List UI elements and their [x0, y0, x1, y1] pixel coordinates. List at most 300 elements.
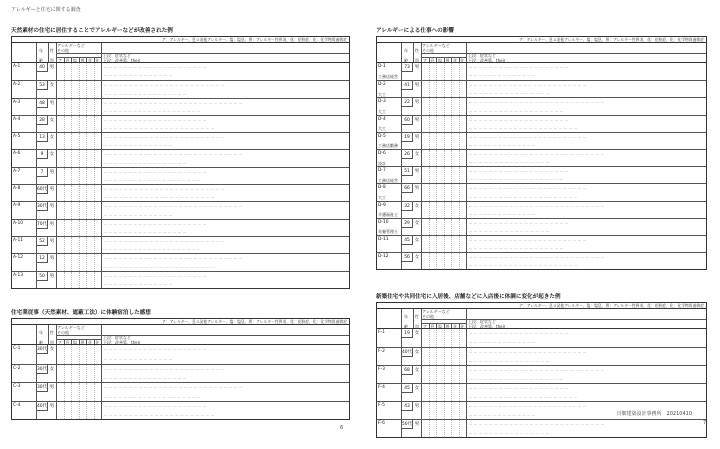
- row-divider: [466, 329, 467, 347]
- row-id: A-2: [13, 82, 21, 88]
- row-check-cell: [459, 63, 460, 80]
- row-check-cell: [444, 384, 445, 401]
- row-divider: [421, 329, 422, 347]
- header-sex-2: 別: [415, 324, 419, 329]
- row-check-cell: [94, 63, 95, 80]
- row-check-cell: [451, 116, 452, 132]
- row-age: 30代: [37, 204, 47, 210]
- row-check-cell: [86, 150, 87, 166]
- row-check-cell: [71, 272, 72, 288]
- header-rule: [421, 57, 466, 58]
- row-check-cell: [64, 383, 65, 401]
- row-check-cell: [451, 98, 452, 114]
- row-check-cell: [429, 63, 430, 80]
- row-check-cell: [86, 116, 87, 132]
- row-check-cell: [436, 150, 437, 166]
- row-divider: [466, 202, 467, 218]
- legend-line: ア：アレルギー、息４発他アレルギー、塩：塩息、鼻：アレルギー性鼻炎、花：花粉症、化：化学物質過敏症: [11, 36, 350, 42]
- row-check-cell: [444, 63, 445, 80]
- section-d-title: アレルギーによる仕事への影響: [376, 28, 454, 34]
- header-rule: [421, 53, 706, 54]
- header-divider: [36, 325, 37, 344]
- header-col-0: ア: [423, 324, 427, 329]
- header-upper: 上段：症状など: [103, 335, 131, 340]
- row-check-cell: [451, 348, 452, 365]
- row-check-cell: [71, 81, 72, 97]
- row-check-cell: [94, 402, 95, 420]
- header-col-1: 息: [65, 58, 70, 63]
- table-row: [377, 329, 706, 347]
- table-row: [377, 115, 706, 132]
- row-age: 43: [401, 402, 413, 411]
- row-sex: 男: [49, 187, 55, 193]
- row-check-cell: [79, 383, 80, 401]
- row-check-cell: [451, 402, 452, 419]
- row-id: D-3: [378, 99, 386, 105]
- table-row: [12, 401, 349, 420]
- table-body: [11, 62, 350, 289]
- row-divider: [466, 98, 467, 114]
- table-row: [12, 80, 349, 97]
- row-check-cell: [86, 237, 87, 253]
- row-upper-text: [469, 85, 586, 86]
- row-upper-text: [104, 241, 224, 242]
- row-divider: [466, 63, 467, 80]
- header-age: 年: [404, 48, 408, 53]
- row-divider: [56, 254, 57, 270]
- header-col-0: ア: [58, 58, 62, 63]
- row-check-cell: [459, 219, 460, 235]
- row-divider: [101, 365, 102, 383]
- row-check-cell: [94, 150, 95, 166]
- row-check-cell: [79, 345, 80, 364]
- row-id: A-5: [13, 134, 21, 140]
- row-divider: [421, 420, 422, 437]
- row-sex: 女: [49, 347, 55, 352]
- row-id: D-2: [378, 82, 386, 88]
- row-lower-text: [104, 197, 214, 198]
- row-upper-text: [104, 103, 242, 104]
- row-divider: [401, 366, 402, 383]
- row-sex: 男: [49, 403, 55, 409]
- header-col-5: 化: [460, 324, 465, 329]
- header-divider: [48, 43, 49, 62]
- row-divider: [401, 329, 402, 347]
- row-sex: 男: [414, 422, 420, 427]
- row-check-cell: [429, 348, 430, 365]
- row-divider: [101, 150, 102, 166]
- row-check-cell: [79, 237, 80, 253]
- row-divider: [56, 63, 57, 80]
- row-check-cell: [86, 220, 87, 236]
- row-check-cell: [94, 81, 95, 97]
- row-divider: [36, 116, 37, 132]
- row-age: 60: [401, 116, 413, 125]
- header-age-2: 齢: [404, 324, 408, 329]
- row-check-cell: [459, 167, 460, 183]
- row-upper-text: [469, 137, 586, 138]
- row-upper-text: [469, 188, 586, 189]
- row-sex: 男: [49, 169, 55, 175]
- row-sex: 男: [49, 100, 55, 106]
- row-lower-text: [104, 75, 172, 76]
- row-id: F-3: [378, 367, 385, 372]
- table-row: [12, 364, 349, 383]
- row-lower-text: [469, 433, 549, 434]
- row-check-cell: [86, 185, 87, 201]
- section-d: [376, 28, 707, 270]
- row-check-cell: [79, 254, 80, 270]
- row-sex: 女: [414, 386, 420, 391]
- row-upper-text: [469, 67, 568, 68]
- table-row: [12, 382, 349, 401]
- row-check-cell: [64, 63, 65, 80]
- row-id: D-7: [378, 168, 386, 174]
- row-divider: [401, 98, 402, 114]
- row-upper-text: [104, 120, 206, 121]
- row-check-cell: [64, 168, 65, 184]
- row-age: 50: [36, 272, 48, 281]
- row-divider: [401, 167, 402, 183]
- row-age: 56: [401, 253, 413, 262]
- row-age: 40代: [402, 350, 412, 355]
- header-rule: [421, 319, 706, 320]
- row-check-cell: [64, 133, 65, 149]
- row-check-cell: [64, 220, 65, 236]
- row-check-cell: [444, 150, 445, 166]
- row-check-cell: [86, 99, 87, 115]
- table-row: [12, 149, 349, 166]
- row-divider: [101, 402, 102, 420]
- row-check-cell: [429, 133, 430, 149]
- row-age: 45: [401, 384, 413, 393]
- row-check-cell: [86, 202, 87, 218]
- row-check-cell: [79, 99, 80, 115]
- header-allergy: アレルギーなど: [57, 43, 85, 48]
- table-row: [377, 132, 706, 149]
- table-row: [12, 201, 349, 218]
- row-occupation: 工務店経営: [378, 73, 398, 79]
- table-body: [11, 344, 350, 420]
- header-col-4: 花: [88, 58, 92, 63]
- row-divider: [56, 168, 57, 184]
- row-check-cell: [79, 63, 80, 80]
- row-check-cell: [79, 365, 80, 383]
- row-check-cell: [436, 116, 437, 132]
- table-row: [377, 347, 706, 365]
- row-check-cell: [71, 383, 72, 401]
- header-sex-2: 別: [50, 340, 54, 345]
- row-check-cell: [451, 150, 452, 166]
- header-col-4: 花: [453, 58, 457, 63]
- header-col-5: 化: [460, 58, 465, 63]
- row-check-cell: [444, 236, 445, 252]
- row-lower-text: [469, 248, 563, 249]
- table-row: [377, 80, 706, 97]
- row-lower-text: [469, 415, 535, 416]
- table-header: [11, 42, 350, 62]
- row-check-cell: [64, 345, 65, 364]
- row-divider: [466, 184, 467, 200]
- row-age: 7: [36, 168, 48, 177]
- row-check-cell: [64, 116, 65, 132]
- header-col-3: 鼻: [445, 324, 450, 329]
- row-check-cell: [64, 365, 65, 383]
- row-sex: 男: [49, 238, 55, 244]
- row-upper-text: [104, 387, 242, 388]
- row-divider: [101, 99, 102, 115]
- row-age: 13: [36, 133, 48, 142]
- row-divider: [401, 150, 402, 166]
- row-lower-text: [104, 378, 186, 379]
- header-sex-2: 別: [415, 58, 419, 63]
- table-row: [377, 149, 706, 166]
- header-allergy: アレルギーなど: [422, 309, 450, 314]
- row-check-cell: [71, 365, 72, 383]
- row-divider: [56, 220, 57, 236]
- row-check-cell: [444, 329, 445, 347]
- row-sex: 女: [49, 117, 55, 123]
- row-divider: [56, 365, 57, 383]
- header-sex-2: 別: [50, 58, 54, 63]
- row-divider: [466, 150, 467, 166]
- row-check-cell: [451, 384, 452, 401]
- row-check-cell: [429, 420, 430, 437]
- row-id: D-10: [378, 219, 389, 225]
- row-id: D-11: [378, 236, 389, 242]
- row-divider: [36, 402, 37, 420]
- row-divider: [466, 236, 467, 252]
- row-upper-text: [104, 85, 224, 86]
- row-divider: [401, 219, 402, 235]
- row-id: D-1: [378, 64, 386, 69]
- table-row: [12, 345, 349, 364]
- row-check-cell: [86, 383, 87, 401]
- header-lower: 下段：改善策、their: [468, 324, 506, 329]
- row-check-cell: [444, 81, 445, 97]
- row-check-cell: [459, 384, 460, 401]
- header-col-3: 鼻: [80, 340, 85, 345]
- header-rule: [421, 323, 466, 324]
- row-check-cell: [459, 329, 460, 347]
- row-check-cell: [451, 366, 452, 383]
- section-f-title: 新築住宅や共同住宅に入居後、店舗などに入店後に体調に変化が起きた例: [376, 294, 561, 300]
- row-check-cell: [429, 402, 430, 419]
- row-check-cell: [459, 81, 460, 97]
- row-lower-text: [469, 231, 549, 232]
- table-row: [377, 166, 706, 183]
- row-sex: 男: [414, 117, 420, 123]
- row-check-cell: [459, 402, 460, 419]
- row-age: 70代: [37, 221, 47, 227]
- row-sex: 女: [49, 152, 55, 158]
- row-divider: [56, 116, 57, 132]
- row-age: 32: [401, 202, 413, 211]
- row-divider: [101, 237, 102, 253]
- row-divider: [36, 150, 37, 166]
- row-occupation: 大工: [378, 126, 386, 132]
- row-age: 68: [401, 366, 413, 375]
- row-occupation: 栄養管理士: [378, 229, 398, 235]
- header-age: 年: [39, 330, 43, 335]
- row-check-cell: [94, 383, 95, 401]
- row-check-cell: [71, 237, 72, 253]
- row-lower-text: [104, 163, 186, 164]
- row-upper-text: [104, 349, 206, 350]
- row-check-cell: [451, 133, 452, 149]
- row-check-cell: [444, 116, 445, 132]
- row-id: A-8: [13, 186, 21, 192]
- row-check-cell: [71, 254, 72, 270]
- row-divider: [401, 420, 402, 437]
- header-col-3: 鼻: [445, 58, 450, 63]
- header-other: その他: [57, 48, 69, 53]
- table-row: [12, 115, 349, 132]
- table-row: [12, 184, 349, 201]
- header-col-2: 塩: [438, 324, 442, 329]
- row-check-cell: [451, 420, 452, 437]
- row-check-cell: [79, 150, 80, 166]
- header-allergy: アレルギーなど: [422, 43, 450, 48]
- row-check-cell: [459, 202, 460, 218]
- header-divider: [48, 325, 49, 344]
- table-row: [12, 271, 349, 288]
- header-rule: [56, 53, 349, 54]
- row-divider: [421, 236, 422, 252]
- row-check-cell: [436, 133, 437, 149]
- row-sex: 男: [49, 65, 55, 70]
- row-check-cell: [71, 402, 72, 420]
- row-id: C-1: [13, 346, 21, 351]
- row-check-cell: [429, 116, 430, 132]
- header-col-5: 化: [95, 340, 100, 345]
- row-divider: [466, 384, 467, 401]
- row-check-cell: [79, 402, 80, 420]
- row-upper-text: [469, 206, 604, 207]
- row-divider: [466, 366, 467, 383]
- row-check-cell: [71, 99, 72, 115]
- row-check-cell: [86, 63, 87, 80]
- row-sex: 男: [414, 100, 420, 106]
- row-age: 45: [401, 236, 413, 245]
- row-check-cell: [451, 63, 452, 80]
- header-age: 年: [39, 48, 43, 53]
- row-upper-text: [469, 240, 586, 241]
- row-sex: 女: [414, 220, 420, 226]
- row-check-cell: [436, 253, 437, 269]
- row-id: C-4: [13, 402, 21, 408]
- row-check-cell: [94, 365, 95, 383]
- row-sex: 女: [49, 83, 55, 89]
- row-check-cell: [429, 384, 430, 401]
- section-c: [11, 310, 350, 420]
- row-check-cell: [79, 220, 80, 236]
- row-divider: [421, 202, 422, 218]
- row-occupation: 大工: [378, 91, 386, 97]
- row-check-cell: [71, 202, 72, 218]
- row-occupation: 介護福祉士: [378, 212, 398, 218]
- row-sex: 女: [414, 203, 420, 209]
- row-divider: [36, 383, 37, 401]
- row-id: A-3: [13, 99, 21, 105]
- row-sex: 女: [49, 366, 55, 372]
- row-divider: [56, 272, 57, 288]
- row-divider: [466, 253, 467, 269]
- row-upper-text: [469, 424, 604, 425]
- section-a-title: 天然素材の住宅に居住することでアレルギーなどが改善された例: [11, 28, 173, 34]
- row-check-cell: [444, 253, 445, 269]
- header-col-1: 息: [65, 340, 70, 345]
- row-check-cell: [436, 402, 437, 419]
- row-lower-text: [469, 93, 549, 94]
- row-lower-text: [469, 128, 577, 129]
- row-occupation: 大工: [378, 109, 386, 115]
- row-sex: 男: [49, 221, 55, 227]
- row-divider: [401, 402, 402, 419]
- row-check-cell: [451, 219, 452, 235]
- row-id: A-4: [13, 116, 21, 122]
- row-upper-text: [104, 369, 224, 370]
- row-upper-text: [469, 120, 568, 121]
- row-lower-text: [469, 379, 563, 380]
- page-number-right: 7: [703, 420, 707, 426]
- row-check-cell: [436, 384, 437, 401]
- row-divider: [101, 383, 102, 401]
- header-col-2: 塩: [73, 340, 77, 345]
- row-divider: [56, 99, 57, 115]
- row-check-cell: [94, 116, 95, 132]
- row-check-cell: [459, 116, 460, 132]
- row-check-cell: [444, 167, 445, 183]
- header-divider: [401, 43, 402, 62]
- row-check-cell: [79, 81, 80, 97]
- row-lower-text: [469, 197, 577, 198]
- row-check-cell: [436, 63, 437, 80]
- row-divider: [466, 402, 467, 419]
- row-upper-text: [469, 370, 604, 371]
- row-check-cell: [436, 329, 437, 347]
- row-divider: [401, 133, 402, 149]
- row-divider: [421, 366, 422, 383]
- row-lower-text: [104, 111, 200, 112]
- row-divider: [421, 253, 422, 269]
- row-id: F-2: [378, 349, 385, 354]
- row-check-cell: [436, 420, 437, 437]
- header-allergy: アレルギーなど: [57, 325, 85, 330]
- row-check-cell: [64, 402, 65, 420]
- row-check-cell: [64, 272, 65, 288]
- row-upper-text: [469, 257, 604, 258]
- header-upper: 上段：症状など: [468, 319, 496, 324]
- header-divider: [36, 43, 37, 62]
- row-divider: [56, 81, 57, 97]
- row-upper-text: [469, 223, 568, 224]
- row-age: 41: [401, 81, 413, 90]
- row-divider: [421, 98, 422, 114]
- row-divider: [466, 420, 467, 437]
- row-check-cell: [459, 253, 460, 269]
- row-check-cell: [451, 236, 452, 252]
- row-id: A-10: [13, 220, 24, 226]
- row-check-cell: [429, 366, 430, 383]
- section-c-title: 住宅業従事（天然素材、遮蔽工法）に体験宿泊した感想: [11, 310, 151, 316]
- table-row: [377, 365, 706, 383]
- row-divider: [421, 348, 422, 365]
- row-check-cell: [459, 98, 460, 114]
- table-row: [12, 132, 349, 149]
- row-divider: [401, 384, 402, 401]
- row-check-cell: [86, 402, 87, 420]
